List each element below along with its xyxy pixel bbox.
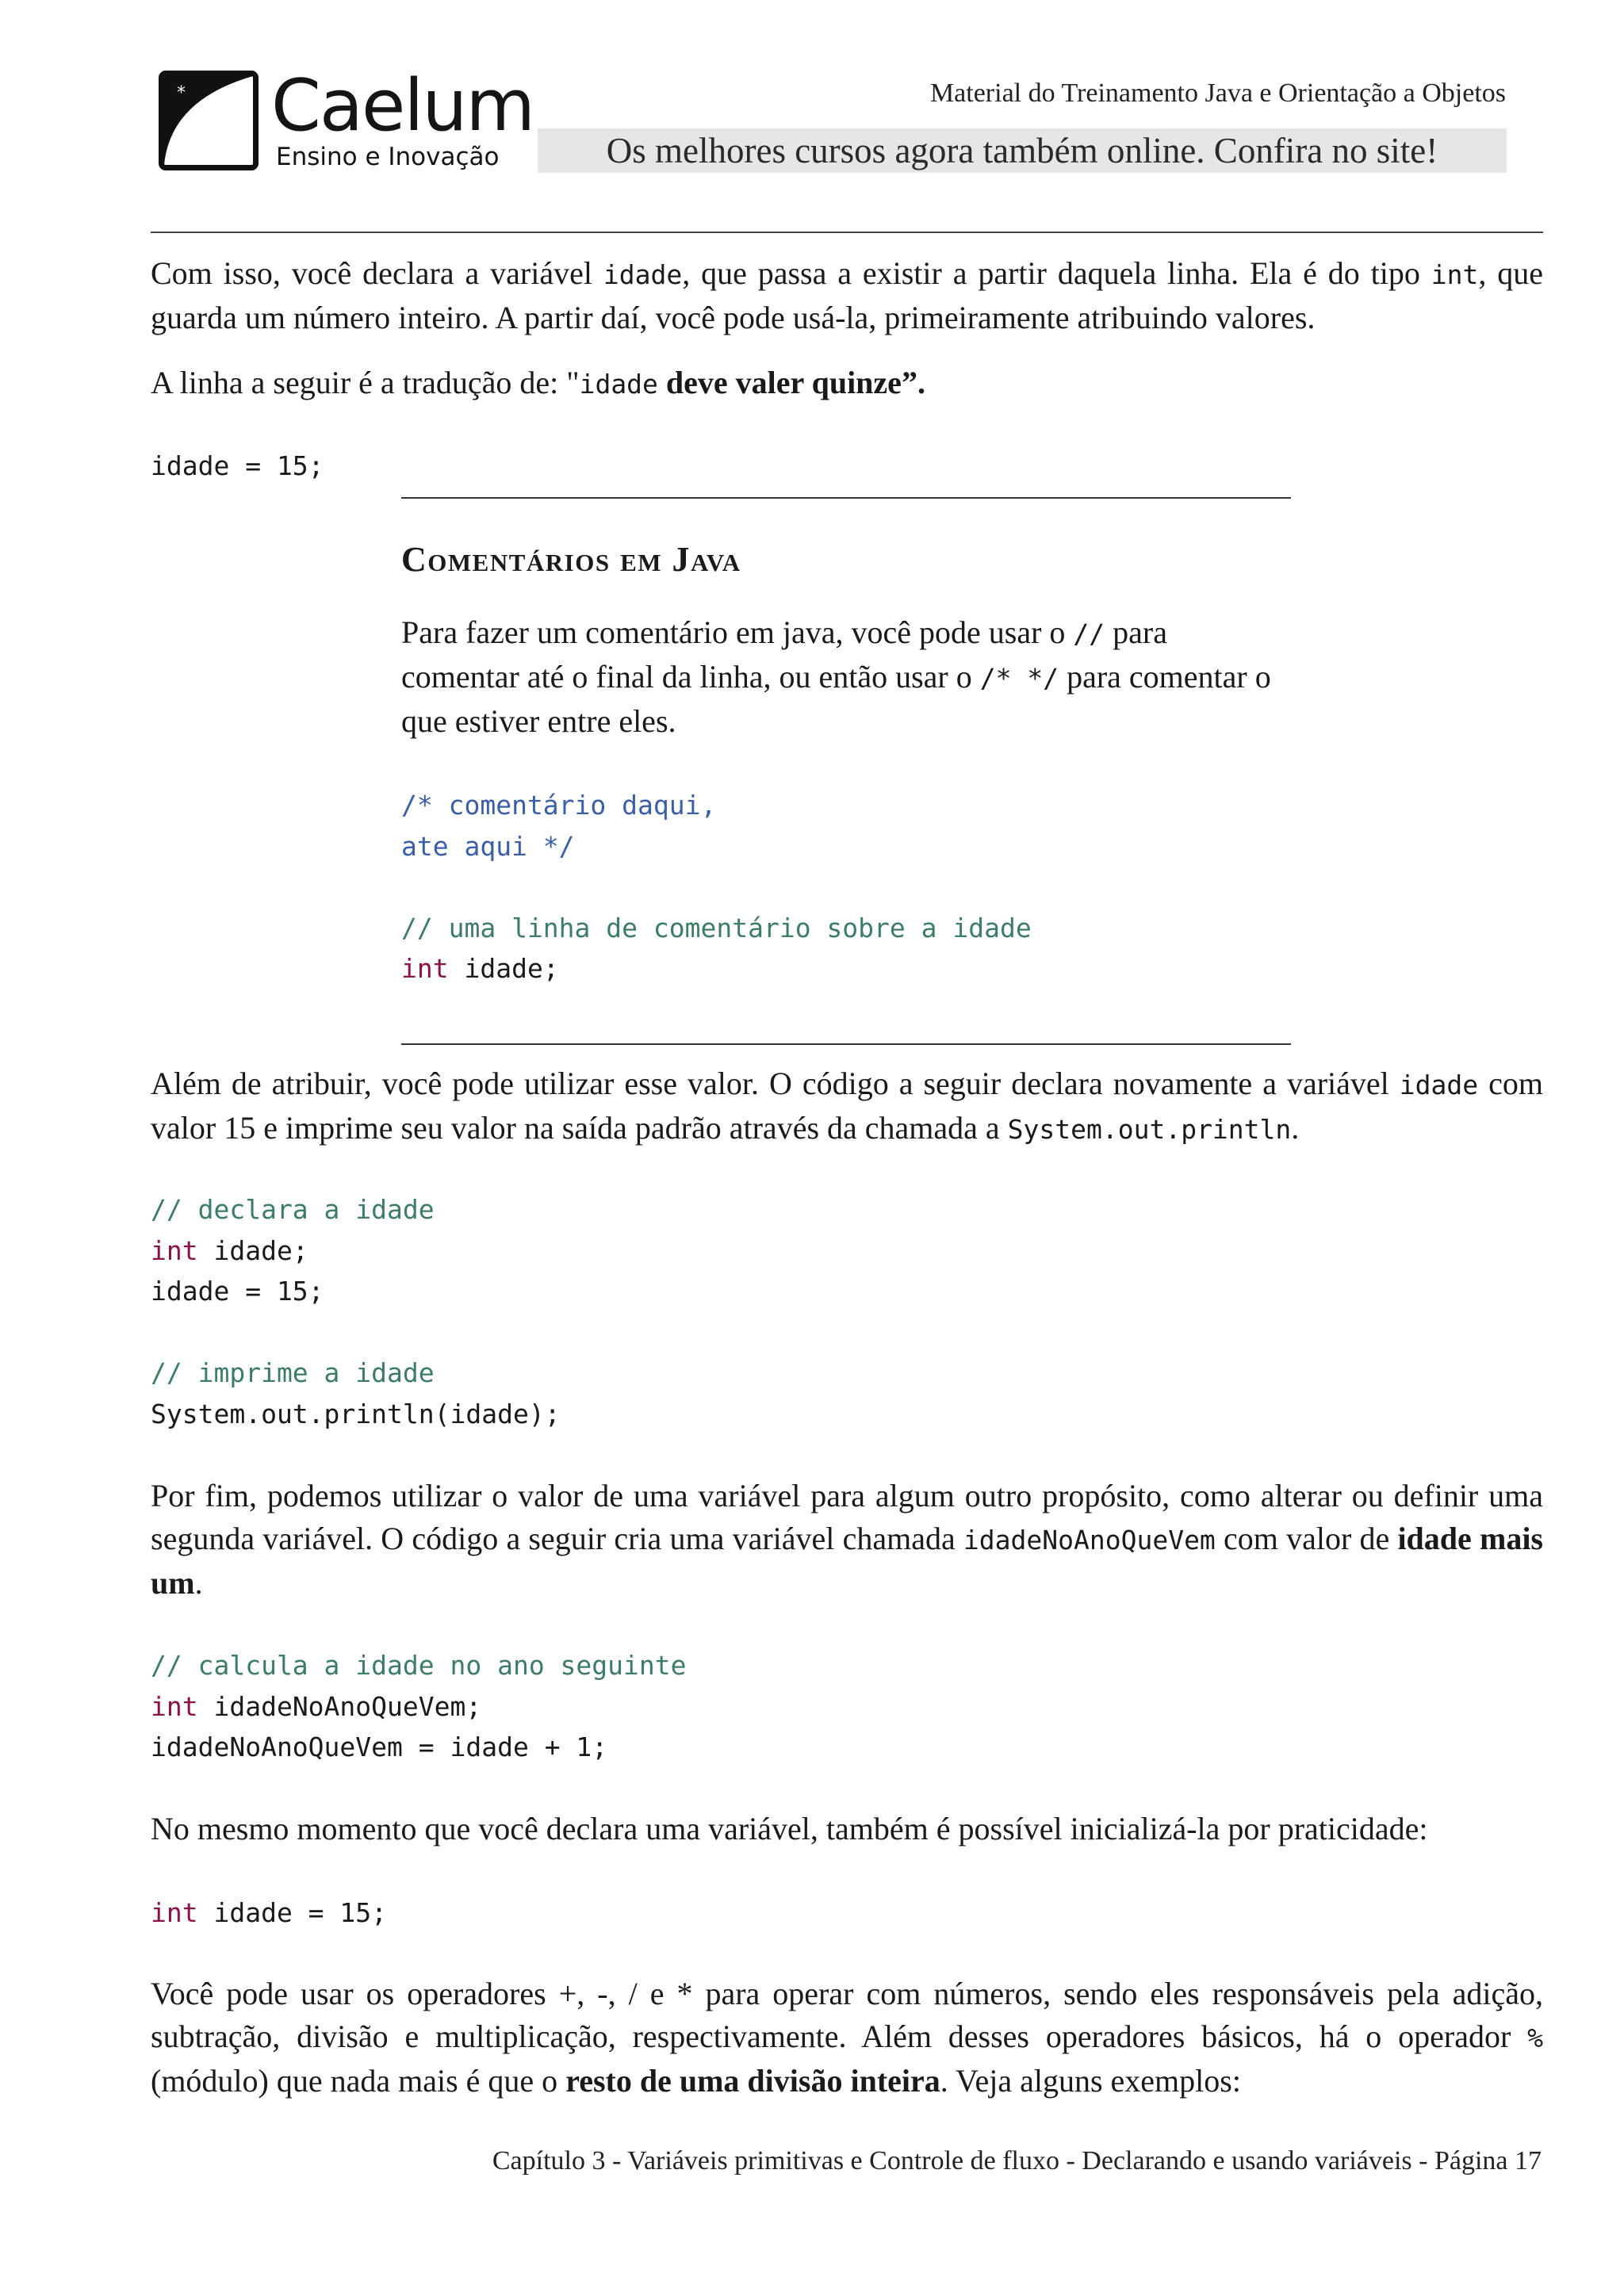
header-divider bbox=[151, 232, 1543, 233]
text-segment: . bbox=[1291, 1110, 1300, 1146]
text-segment: Além de atribuir, você pode utilizar esse valor. O código a seguir declara novamente a variável bbox=[151, 1066, 1400, 1101]
code-block-print bbox=[151, 1189, 561, 1434]
code-block-assign bbox=[151, 446, 324, 487]
inline-code: /* */ bbox=[979, 663, 1059, 694]
code-text: idadeNoAnoQueVem; bbox=[197, 1690, 482, 1722]
paragraph-operators bbox=[151, 1973, 1543, 2103]
paragraph-declaration bbox=[151, 252, 1543, 339]
paragraph-usage bbox=[151, 1062, 1543, 1151]
text-segment: com valor de bbox=[1215, 1521, 1398, 1556]
text-segment: Por fim, podemos utilizar o valor de uma variável para algum outro propósito, como alterar ou definir uma segunda variável. O código a seguir cria uma variável chamada bbox=[151, 1478, 1543, 1556]
bold-text: deve valer quinze bbox=[657, 365, 902, 400]
text-segment: para comentar até o final da linha, ou então usar o bbox=[401, 614, 1167, 695]
text-segment: , que passa a existir a partir daquela linha. Ela é do tipo bbox=[682, 255, 1431, 291]
box-top-rule bbox=[401, 497, 1291, 499]
text-segment: com valor 15 e imprime seu valor na saída padrão através da chamada a bbox=[151, 1066, 1543, 1146]
code-line: idade = 15; bbox=[151, 450, 324, 481]
bold-text: idade mais um bbox=[151, 1521, 1543, 1601]
code-text: idade; bbox=[197, 1234, 308, 1266]
code-block-next-year bbox=[151, 1645, 687, 1768]
keyword: int bbox=[151, 1690, 198, 1722]
text-segment: Você pode usar os operadores +, -, / e * para operar com números, sendo eles responsáveis pela adição, subtração, divisão e multiplicação, respectivamente. Além desses operadores básicos, há o operador bbox=[151, 1976, 1543, 2054]
code-line: ate aqui */ bbox=[401, 830, 575, 862]
box-bottom-rule bbox=[401, 1043, 1291, 1045]
paragraph-second-variable bbox=[151, 1475, 1543, 1605]
logo-name: Caelum bbox=[271, 64, 534, 147]
svg-text:*: * bbox=[177, 83, 186, 103]
text-segment: Com isso, você declara a variável bbox=[151, 255, 603, 291]
box-title: Comentários em Java bbox=[401, 540, 741, 579]
material-title: Material do Treinamento Java e Orientação a Objetos bbox=[929, 78, 1506, 108]
inline-code: System.out.println bbox=[1007, 1114, 1292, 1145]
caelum-logo-mark bbox=[159, 71, 259, 170]
text-segment: A linha a seguir é a tradução de: " bbox=[151, 365, 580, 400]
inline-code: idade bbox=[579, 369, 658, 400]
text-segment: No mesmo momento que você declara uma variável, também é possível inicializá-la por praticidade: bbox=[151, 1811, 1428, 1846]
code-line: // imprime a idade bbox=[151, 1357, 435, 1388]
code-line: System.out.println(idade); bbox=[151, 1398, 561, 1429]
inline-code: // bbox=[1073, 618, 1105, 649]
inline-code: int bbox=[1431, 259, 1479, 290]
bold-text: ”. bbox=[901, 365, 925, 400]
logo-tagline: Ensino e Inovação bbox=[276, 143, 500, 171]
code-blank-line bbox=[151, 1312, 561, 1353]
text-segment: para comentar o que estiver entre eles. bbox=[401, 659, 1271, 739]
keyword: int bbox=[401, 953, 449, 984]
code-line bbox=[151, 1892, 387, 1934]
paragraph-translation bbox=[151, 362, 1543, 406]
code-block-comments bbox=[401, 785, 1032, 989]
code-line: /* comentário daqui, bbox=[401, 790, 717, 821]
text-segment: . Veja alguns exemplos: bbox=[940, 2063, 1241, 2099]
box-paragraph bbox=[401, 611, 1291, 743]
logo-swoosh-icon bbox=[164, 76, 253, 165]
text-segment: Para fazer um comentário em java, você pode usar o bbox=[401, 614, 1074, 650]
keyword: int bbox=[151, 1897, 198, 1928]
code-line bbox=[151, 1230, 561, 1272]
page-footer: Capítulo 3 - Variáveis primitivas e Controle de fluxo - Declarando e usando variáveis - Página 17 bbox=[492, 2146, 1542, 2175]
banner-text: Os melhores cursos agora também online. Confira no site! bbox=[606, 131, 1438, 170]
text-segment: . bbox=[194, 1565, 203, 1601]
inline-code: idadeNoAnoQueVem bbox=[963, 1525, 1216, 1556]
inline-code: idade bbox=[1399, 1070, 1479, 1100]
inline-code: % bbox=[1527, 2022, 1543, 2053]
code-line: // declara a idade bbox=[151, 1194, 435, 1225]
code-text: idade; bbox=[448, 953, 559, 984]
code-line bbox=[151, 1686, 687, 1728]
text-segment: , que guarda um número inteiro. A partir daí, você pode usá-la, primeiramente atribuindo valores. bbox=[151, 255, 1544, 335]
code-line: idadeNoAnoQueVem = idade + 1; bbox=[151, 1732, 608, 1762]
code-block-initialize bbox=[151, 1892, 387, 1934]
code-line bbox=[401, 948, 1032, 989]
code-text: idade = 15; bbox=[197, 1897, 388, 1928]
inline-code: idade bbox=[603, 259, 683, 290]
paragraph-initialize bbox=[151, 1808, 1543, 1850]
text-segment: (módulo) que nada mais é que o bbox=[151, 2063, 566, 2099]
keyword: int bbox=[151, 1234, 198, 1266]
code-line: // uma linha de comentário sobre a idade bbox=[401, 912, 1032, 943]
code-line: idade = 15; bbox=[151, 1276, 324, 1307]
code-line: // calcula a idade no ano seguinte bbox=[151, 1650, 687, 1681]
bold-text: resto de uma divisão inteira bbox=[565, 2063, 940, 2099]
code-blank-line bbox=[401, 867, 1032, 908]
